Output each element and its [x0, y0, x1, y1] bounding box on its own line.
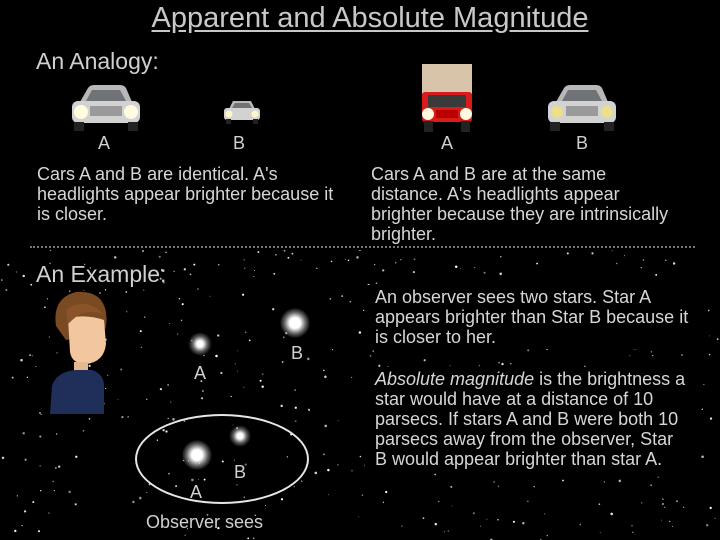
background-star [444, 531, 445, 532]
background-star [173, 271, 174, 272]
background-star [125, 291, 127, 293]
background-star [27, 377, 28, 378]
background-star [14, 530, 16, 532]
background-star [244, 259, 245, 260]
background-star [658, 477, 659, 478]
observer-caption: Observer sees [146, 512, 264, 532]
background-star [676, 500, 678, 502]
background-star [40, 490, 41, 491]
silver-car-icon [68, 82, 144, 134]
background-star [655, 274, 657, 276]
background-star [632, 532, 633, 533]
background-star [140, 330, 142, 332]
background-star [249, 340, 251, 342]
background-star [217, 334, 219, 336]
analogy-right-text: Cars A and B are at the same distance. A's headlights appear brighter because they are intrinsically brighter. [371, 164, 669, 244]
background-star [362, 495, 363, 496]
background-star [434, 474, 436, 476]
background-star [75, 456, 77, 458]
car-b-label: B [233, 133, 246, 153]
background-star [128, 416, 129, 417]
background-star [383, 502, 384, 503]
background-star [41, 414, 42, 415]
analogy-left-text: Cars A and B are identical. A's headlights appear brighter because it is closer. [37, 164, 334, 224]
background-star [201, 397, 203, 399]
background-star [294, 486, 295, 487]
background-star [624, 255, 625, 256]
background-star [120, 368, 122, 370]
background-star [328, 494, 329, 495]
background-star [2, 457, 4, 459]
background-star [215, 355, 218, 358]
background-star [332, 349, 333, 350]
background-star [423, 517, 425, 519]
background-star [497, 519, 499, 521]
background-star [662, 503, 664, 505]
background-star [331, 261, 333, 263]
background-star [715, 518, 716, 519]
background-star [701, 456, 704, 459]
background-star [710, 417, 712, 419]
background-star [500, 256, 502, 258]
car-b-label-right: B [576, 133, 589, 153]
background-star [669, 521, 670, 522]
background-star [121, 416, 123, 418]
background-star [498, 486, 500, 488]
background-star [210, 296, 211, 297]
background-star [359, 250, 361, 251]
background-star [237, 350, 238, 351]
background-star [190, 274, 192, 276]
background-star [143, 290, 144, 291]
background-star [301, 260, 302, 261]
background-star [257, 251, 259, 253]
background-star [253, 276, 254, 277]
background-star [580, 524, 582, 526]
background-star [265, 505, 266, 506]
section-divider [30, 246, 695, 248]
background-star [435, 523, 438, 526]
background-star [474, 267, 475, 268]
background-star [486, 519, 487, 520]
background-star [182, 303, 184, 305]
background-star [438, 501, 439, 502]
background-star [413, 271, 415, 273]
background-star [604, 481, 605, 482]
background-star [142, 250, 144, 252]
background-star [56, 433, 58, 435]
background-star [243, 387, 244, 388]
background-star [29, 354, 31, 356]
background-star [708, 310, 710, 312]
background-star [395, 262, 397, 264]
background-star [146, 492, 147, 493]
background-star [341, 295, 343, 297]
background-star [282, 361, 284, 363]
background-star [144, 317, 145, 318]
example-heading: An Example: [36, 261, 167, 287]
background-star [25, 459, 27, 461]
silver-car-icon [544, 82, 620, 134]
background-star [400, 259, 401, 260]
background-star [253, 537, 255, 539]
background-star [165, 252, 167, 254]
background-star [536, 263, 538, 265]
background-star [351, 377, 352, 378]
background-star [48, 513, 49, 514]
background-star [294, 389, 295, 390]
background-star [494, 481, 495, 482]
background-star [672, 526, 673, 527]
background-star [706, 524, 708, 526]
background-star [329, 298, 331, 300]
background-star [247, 537, 249, 539]
absolute-magnitude-term: Absolute magnitude [375, 369, 535, 389]
background-star [179, 298, 181, 300]
background-star [703, 384, 704, 385]
observed-star-b-label: B [234, 462, 247, 482]
background-star [50, 250, 51, 251]
background-star [473, 512, 475, 514]
background-star [242, 294, 244, 296]
example-para-2 [365, 367, 700, 471]
background-star [35, 366, 36, 367]
background-star [324, 376, 327, 379]
background-star [118, 399, 119, 400]
background-star [39, 412, 41, 414]
background-star [181, 320, 182, 321]
background-star [184, 268, 186, 270]
background-star [55, 467, 57, 469]
analogy-heading: An Analogy: [36, 48, 159, 74]
background-star [376, 282, 377, 283]
background-star [324, 425, 327, 428]
background-star [197, 288, 198, 289]
background-star [450, 486, 452, 488]
person-icon [46, 288, 116, 414]
background-star [401, 525, 402, 526]
background-star [287, 257, 289, 259]
background-star [709, 354, 711, 356]
background-star [295, 420, 296, 421]
background-star [307, 358, 310, 361]
background-star [159, 256, 161, 258]
background-star [414, 258, 416, 260]
background-star [17, 495, 18, 496]
background-star [591, 252, 593, 254]
background-star [673, 262, 675, 264]
background-star [709, 335, 710, 336]
background-star [358, 516, 359, 517]
background-star [218, 264, 220, 266]
background-star [284, 250, 286, 252]
background-star [22, 432, 24, 434]
background-star [185, 535, 186, 536]
background-star [75, 503, 77, 505]
background-star [631, 525, 632, 526]
background-star [126, 311, 127, 312]
background-star [562, 480, 564, 482]
background-star [499, 273, 502, 276]
background-star [237, 371, 238, 372]
background-star [132, 501, 134, 503]
background-star [455, 266, 458, 269]
background-star [612, 250, 613, 251]
background-star [177, 333, 178, 334]
background-star [24, 510, 26, 512]
background-star [169, 323, 170, 324]
background-star [610, 513, 613, 516]
star-b-label: B [291, 343, 304, 363]
background-star [599, 503, 601, 505]
background-star [167, 384, 168, 385]
background-star [385, 491, 387, 493]
background-star [275, 254, 276, 255]
background-star [316, 268, 317, 269]
background-star [39, 435, 41, 437]
background-star [260, 380, 262, 382]
background-star [348, 260, 350, 262]
background-star [114, 256, 116, 258]
background-star [527, 501, 528, 502]
background-star [600, 532, 601, 533]
background-star [12, 377, 14, 379]
background-star [21, 525, 22, 526]
background-star [641, 502, 642, 503]
background-star [683, 507, 684, 508]
background-star [350, 301, 351, 302]
background-star [245, 332, 246, 333]
background-star [5, 289, 7, 291]
background-star [30, 284, 32, 286]
star-a [188, 332, 212, 356]
background-star [643, 259, 644, 260]
background-star [168, 418, 169, 419]
background-star [83, 430, 85, 432]
background-star [68, 491, 71, 494]
background-star [309, 410, 310, 411]
background-star [360, 456, 362, 458]
background-star [160, 388, 162, 390]
red-truck-icon [416, 62, 478, 134]
star-b [280, 308, 310, 338]
background-star [262, 373, 264, 375]
background-star [544, 513, 545, 514]
background-star [280, 405, 283, 408]
background-star [254, 270, 255, 271]
truck-a-label: A [441, 133, 454, 153]
background-star [139, 497, 142, 500]
background-star [665, 260, 667, 262]
observed-star-a [182, 440, 212, 470]
background-star [32, 355, 33, 356]
background-star [281, 498, 283, 500]
example-para-1: An observer sees two stars. Star A appears brighter than Star B because it is closer to her. [365, 285, 700, 349]
background-star [513, 521, 515, 523]
background-star [662, 498, 664, 500]
background-star [664, 507, 665, 508]
car-a-label: A [98, 133, 111, 153]
background-star [661, 520, 662, 521]
star-a-label: A [194, 363, 207, 383]
background-star [272, 308, 274, 310]
background-star [273, 273, 275, 275]
background-star [193, 264, 195, 266]
background-star [295, 407, 297, 409]
page-title: Apparent and Absolute Magnitude [151, 2, 589, 34]
background-star [283, 336, 285, 338]
background-star [170, 402, 171, 403]
background-star [327, 469, 329, 471]
observer-view-ellipse [135, 414, 309, 504]
background-star [315, 472, 318, 475]
background-star [32, 501, 34, 503]
background-star [533, 486, 535, 488]
background-star [146, 399, 147, 400]
background-star [702, 409, 704, 411]
background-star [619, 480, 621, 482]
background-star [717, 338, 719, 340]
background-star [261, 385, 263, 387]
background-star [231, 396, 232, 397]
background-star [356, 256, 359, 259]
background-star [291, 253, 293, 255]
background-star [710, 507, 712, 509]
background-star [616, 263, 618, 265]
background-star [546, 535, 548, 537]
background-star [7, 264, 9, 266]
example-text-panel [365, 285, 700, 471]
background-star [54, 490, 55, 491]
background-star [40, 465, 41, 466]
background-star [202, 390, 204, 392]
observed-star-b [229, 425, 251, 447]
background-star [484, 272, 486, 274]
background-star [338, 420, 339, 421]
background-star [52, 481, 53, 482]
background-star [58, 466, 60, 468]
background-star [89, 418, 91, 420]
background-star [650, 485, 651, 486]
small-silver-car-icon [222, 98, 262, 126]
background-star [1, 279, 3, 281]
background-star [567, 252, 569, 254]
background-star [16, 271, 17, 272]
background-star [345, 259, 346, 260]
background-star [220, 372, 222, 374]
background-star [22, 275, 24, 277]
background-star [359, 331, 362, 334]
background-star [38, 530, 40, 532]
background-star [141, 347, 142, 348]
background-star [337, 464, 338, 465]
background-star [641, 267, 642, 268]
background-star [323, 370, 325, 372]
observed-star-a-label: A [190, 482, 203, 502]
background-star [374, 264, 375, 265]
background-star [323, 453, 325, 455]
background-star [480, 526, 481, 527]
background-star [460, 268, 461, 269]
background-star [20, 359, 23, 362]
background-star [522, 522, 524, 524]
background-star [448, 530, 449, 531]
absolute-magnitude-definition: is the brightness a star would have at a distance of 10 parsecs. If stars A and B were both 10 parsecs away from the observer, Star B would appear brighter than star A. [375, 369, 686, 469]
background-star [452, 506, 453, 507]
background-star [244, 268, 245, 269]
background-star [351, 470, 353, 472]
background-star [382, 269, 384, 271]
background-star [235, 363, 236, 364]
background-star [301, 480, 302, 481]
